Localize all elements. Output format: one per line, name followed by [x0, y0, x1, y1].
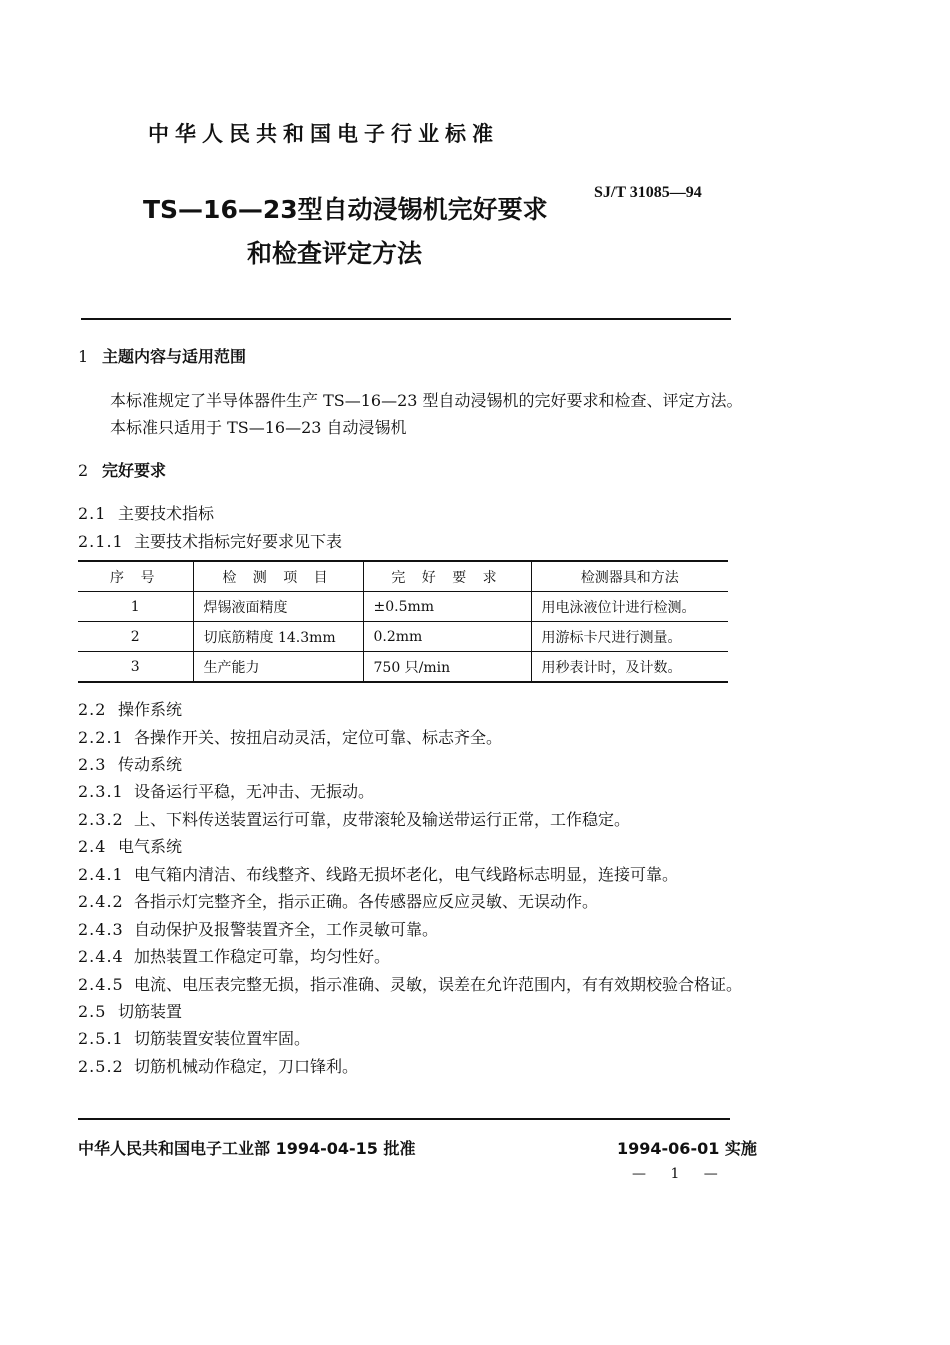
table-row: [78, 622, 728, 652]
table-cell: 切底筋精度 14.3mm: [193, 622, 363, 652]
table-cell: 用游标卡尺进行测量。: [531, 622, 728, 652]
item-text: 传动系统: [118, 755, 183, 774]
item-number: 2.4.5: [78, 975, 124, 994]
section-1-paragraph-2: 本标准只适用于 TS—16—23 自动浸锡机: [110, 418, 407, 437]
item-number: 2.5.2: [78, 1057, 124, 1076]
item-number: 2.2.1: [78, 728, 124, 747]
item-number: 2.4.1: [78, 865, 124, 884]
table-cell: 焊锡液面精度: [193, 592, 363, 622]
table-cell: 750 只/min: [363, 652, 531, 683]
top-divider: [81, 318, 731, 320]
table-cell: 1: [78, 592, 193, 622]
page-number: — 1 —: [632, 1166, 728, 1182]
item-text: 电流、电压表完整无损，指示准确、灵敏，误差在允许范围内，有有效期校验合格证。: [134, 975, 743, 994]
item-number: 2.4: [78, 837, 107, 856]
org-title: 中华人民共和国电子行业标准: [148, 122, 499, 146]
item-2-5-2: [78, 1054, 358, 1077]
section-2-title: 完好要求: [102, 461, 167, 480]
item-2-3: [78, 752, 182, 775]
item-number: 2.4.4: [78, 947, 124, 966]
spec-table: [78, 560, 728, 683]
item-text: 切筋机械动作稳定，刀口锋利。: [134, 1057, 359, 1076]
item-text: 操作系统: [118, 700, 183, 719]
table-header-cell: 序 号: [78, 561, 193, 592]
subsection-2-1: [78, 501, 214, 524]
implementation-date: 1994-06-01 实施: [617, 1139, 757, 1158]
item-2-5: [78, 999, 182, 1022]
item-2-4-1: [78, 862, 678, 885]
table-cell: 0.2mm: [363, 622, 531, 652]
section-1-heading: [78, 344, 246, 367]
document-title-line2: 和检查评定方法: [247, 239, 423, 268]
item-2-5-1: [78, 1026, 310, 1049]
item-number: 2.5.1: [78, 1029, 124, 1048]
table-row: [78, 652, 728, 683]
standard-code: SJ/T 31085—94: [594, 184, 702, 201]
item-text: 上、下料传送装置运行可靠，皮带滚轮及输送带运行正常，工作稳定。: [134, 810, 631, 829]
item-2-3-2: [78, 807, 630, 830]
item-2-4-4: [78, 944, 390, 967]
item-2-3-1: [78, 779, 374, 802]
document-title-line1: TS—16—23型自动浸锡机完好要求: [143, 195, 548, 224]
table-cell: 3: [78, 652, 193, 683]
item-number: 2.3: [78, 755, 107, 774]
item-number: 2.4.2: [78, 892, 124, 911]
item-text: 各指示灯完整齐全，指示正确。各传感器应反应灵敏、无误动作。: [134, 892, 599, 911]
section-2-heading: [78, 458, 166, 481]
item-text: 各操作开关、按扭启动灵活，定位可靠、标志齐全。: [134, 728, 503, 747]
bottom-divider: [78, 1118, 730, 1120]
table-cell: ±0.5mm: [363, 592, 531, 622]
item-number: 2.3.1: [78, 782, 124, 801]
item-2-4-5: [78, 972, 742, 995]
item-2-4-3: [78, 917, 438, 940]
item-number: 2.3.2: [78, 810, 124, 829]
section-2-number: 2: [78, 461, 89, 480]
section-1-number: 1: [78, 347, 89, 366]
subsection-2-1-1: [78, 529, 342, 552]
section-1-paragraph-1: 本标准规定了半导体器件生产 TS—16—23 型自动浸锡机的完好要求和检查、评定方法。: [110, 391, 743, 410]
subsection-number: 2.1.1: [78, 532, 124, 551]
item-2-4-2: [78, 889, 598, 912]
table-header-cell: 检 测 项 目: [193, 561, 363, 592]
item-2-2-1: [78, 725, 502, 748]
table-cell: 用电泳液位计进行检测。: [531, 592, 728, 622]
table-row: [78, 592, 728, 622]
item-2-2: [78, 697, 182, 720]
item-number: 2.4.3: [78, 920, 124, 939]
item-number: 2.2: [78, 700, 107, 719]
item-2-4: [78, 834, 182, 857]
table-header-cell: 检测器具和方法: [531, 561, 728, 592]
table-cell: 2: [78, 622, 193, 652]
table-cell: 生产能力: [193, 652, 363, 683]
subsection-text: 主要技术指标完好要求见下表: [134, 532, 343, 551]
item-text: 自动保护及报警装置齐全，工作灵敏可靠。: [134, 920, 439, 939]
item-text: 切筋装置: [118, 1002, 183, 1021]
item-text: 电气箱内清洁、布线整齐、线路无损坏老化，电气线路标志明显，连接可靠。: [134, 865, 679, 884]
item-text: 加热装置工作稳定可靠，均匀性好。: [134, 947, 391, 966]
item-text: 电气系统: [118, 837, 183, 856]
subsection-number: 2.1: [78, 504, 107, 523]
table-cell: 用秒表计时，及计数。: [531, 652, 728, 683]
table-header-row: [78, 561, 728, 592]
item-text: 切筋装置安装位置牢固。: [134, 1029, 311, 1048]
item-text: 设备运行平稳，无冲击、无振动。: [134, 782, 375, 801]
subsection-text: 主要技术指标: [118, 504, 215, 523]
section-1-title: 主题内容与适用范围: [102, 347, 247, 366]
table-header-cell: 完 好 要 求: [363, 561, 531, 592]
item-number: 2.5: [78, 1002, 107, 1021]
approval-line: 中华人民共和国电子工业部 1994-04-15 批准: [78, 1139, 416, 1158]
